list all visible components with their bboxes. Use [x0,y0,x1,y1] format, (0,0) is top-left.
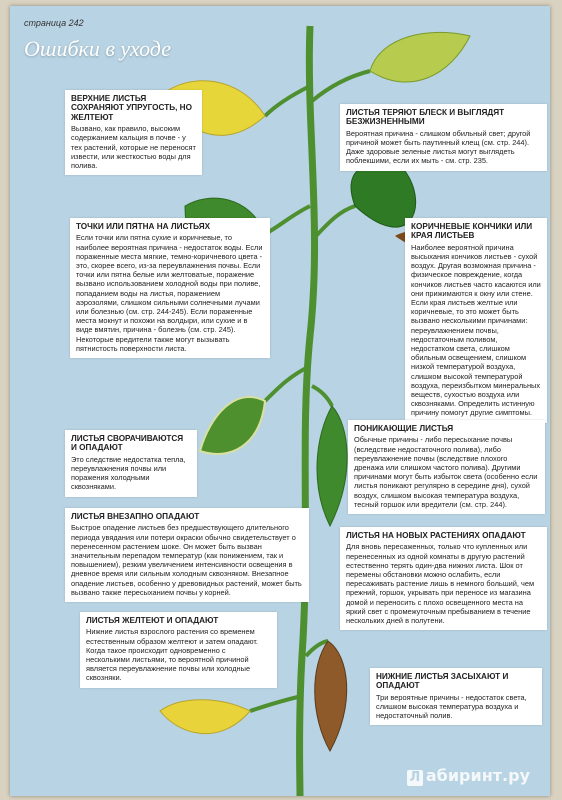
box-text: Это следствие недостатка тепла, переувлажнения почвы или поражения холодными сквозняками. [71,454,186,492]
box-text: Для вновь пересаженных, только что купленных или перенесенных из одной комнаты в другую растений естественно терять один-два нижних листа. Шок от перемены обстановки можно ослабить, если пересаживать растение лишь в немного больший, чем прежний, горшок, укрывать при переносе из магазина домой и переносить с плохо освещенного места на яркий свет с промежуточным пребыванием в течение нескольких дней в полутени. [346,542,535,626]
page [10,6,550,796]
curling-leaf [200,397,265,454]
box-text: Вероятная причина - слишком обильный свет; другой причиной может быть паутинный клещ (см. стр. 244). Даже здоровые зеленые листья могут выглядеть поблекшими, если их мыть - см. стр. 235. [346,128,531,166]
box-heading: КОРИЧНЕВЫЕ КОНЧИКИ ИЛИ КРАЯ ЛИСТЬЕВ [411,222,533,241]
box-drooping [348,420,545,514]
box-text: Вызвано, как правило, высоким содержанием кальция в почве - у тех растений, которые не переносят извести, или жесткостью воды для полива. [71,124,196,171]
box-sudden-drop [65,508,309,602]
box-loss-of-shine [340,104,547,171]
box-heading: ЛИСТЬЯ СВОРАЧИВАЮТСЯ И ОПАДАЮТ [71,434,184,453]
box-text: Нижние листья взрослого растения со временем естественным образом желтеют и затем опадают. Когда такое происходит одновременно с несколькими листьями, то вероятной причиной является переувлажнение почвы или холодные сквозняки. [86,627,258,683]
box-new-plants [340,527,547,630]
box-heading: ЛИСТЬЯ ТЕРЯЮТ БЛЕСК И ВЫГЛЯДЯТ БЕЗЖИЗНЕННЫМИ [346,108,505,127]
brown-leaf-bottom [315,641,347,751]
green-leaf-top [370,32,470,82]
box-top-yellow [65,90,202,175]
box-text: Три вероятные причины - недостаток света, слишком высокая температура воздуха и недостаточный полив. [376,692,527,721]
box-heading: ПОНИКАЮЩИЕ ЛИСТЬЯ [354,424,454,433]
box-text: Быстрое опадение листьев без предшествующего длительного периода увядания или потери окраски обычно свидетельствует о перенесенном растением шоке. Он может быть вызван значительным перепадом температур (как понижением, так и повышением), резким увеличением интенсивности освещения в дневное время или сильным холодным сквозняком. Внезапное опадение листьев, особенно у древовидных растений, может быть вызвано также пересыханием почвы у корней. [71,523,302,597]
box-heading: ВЕРХНИЕ ЛИСТЬЯ СОХРАНЯЮТ УПРУГОСТЬ, НО ЖЕЛТЕЮТ [71,94,192,122]
plant-stem [300,26,315,796]
box-heading: ТОЧКИ ИЛИ ПЯТНА НА ЛИСТЬЯХ [76,222,211,231]
watermark-text: абиринт.ру [425,766,530,785]
yellow-leaf-bottom [160,700,250,734]
box-brown-tips [405,218,547,423]
box-spots [70,218,270,358]
box-yellow-drop [80,612,277,688]
box-text: Наиболее вероятной причина высыхания кончиков листьев - сухой воздух. Другая возможная причина - физическое повреждение, когда кончиков листьев часто касаются или они прижимаются к окну или стене. Если края листьев желтые или коричневые, то это может быть вызвано несколькими причинами: переувлажнением почвы, недостаточным поливом, недостатком света, слишком обильным освещением, слишком низкой температурой воздуха, слишком высокой температурой воздуха, переизбытком минеральных веществ, сухостью воздуха или сквозняками. Определить истинную причину помогут другие симптомы. [411,242,541,418]
box-heading: ЛИСТЬЯ НА НОВЫХ РАСТЕНИЯХ ОПАДАЮТ [346,531,526,540]
page-title: Ошибки в уходе [24,36,171,61]
box-curling [65,430,197,497]
box-heading: ЛИСТЬЯ ЖЕЛТЕЮТ И ОПАДАЮТ [86,616,219,625]
drooping-leaf [317,406,347,526]
watermark [407,766,530,786]
box-text: Если точки или пятна сухие и коричневые, то наиболее вероятная причина - недостаток воды. Если пораженные места мягкие, темно-коричневого цвета - это, скорее всего, из-за переувлажнения почвы. Если точки или пятна белые или желтоватые, поражение вызвано использованием холодной воды при поливе, попаданием воды на листья, поражением аэрозолями, слишком сильными солнечными лучами или болезнью (см. стр. 244-245). Если пораженные места мокнут и похожи на волдыри, или сухие и в виде вмятин, причина - болезнь (см. стр. 245). Некоторые вредители также могут вызывать пятнистость поверхности листа. [76,233,263,353]
box-lower-dry [370,668,542,725]
labirint-logo-icon: Л [407,770,423,786]
box-text: Обычные причины - либо пересыхание почвы (вследствие недостаточного полива), либо переувлажнение почвы (вследствие плохого дренажа или слишком частого полива). Другими причинами могут быть избыток света (особенно если листья поникают регулярно в середине дня), сухой воздух, слишком высокая температура воздуха, тесный горшок или вредители (см. стр. 244). [354,435,538,509]
box-heading: ЛИСТЬЯ ВНЕЗАПНО ОПАДАЮТ [71,512,200,521]
page-number: страница 242 [24,18,84,28]
box-heading: НИЖНИЕ ЛИСТЬЯ ЗАСЫХАЮТ И ОПАДАЮТ [376,672,509,691]
